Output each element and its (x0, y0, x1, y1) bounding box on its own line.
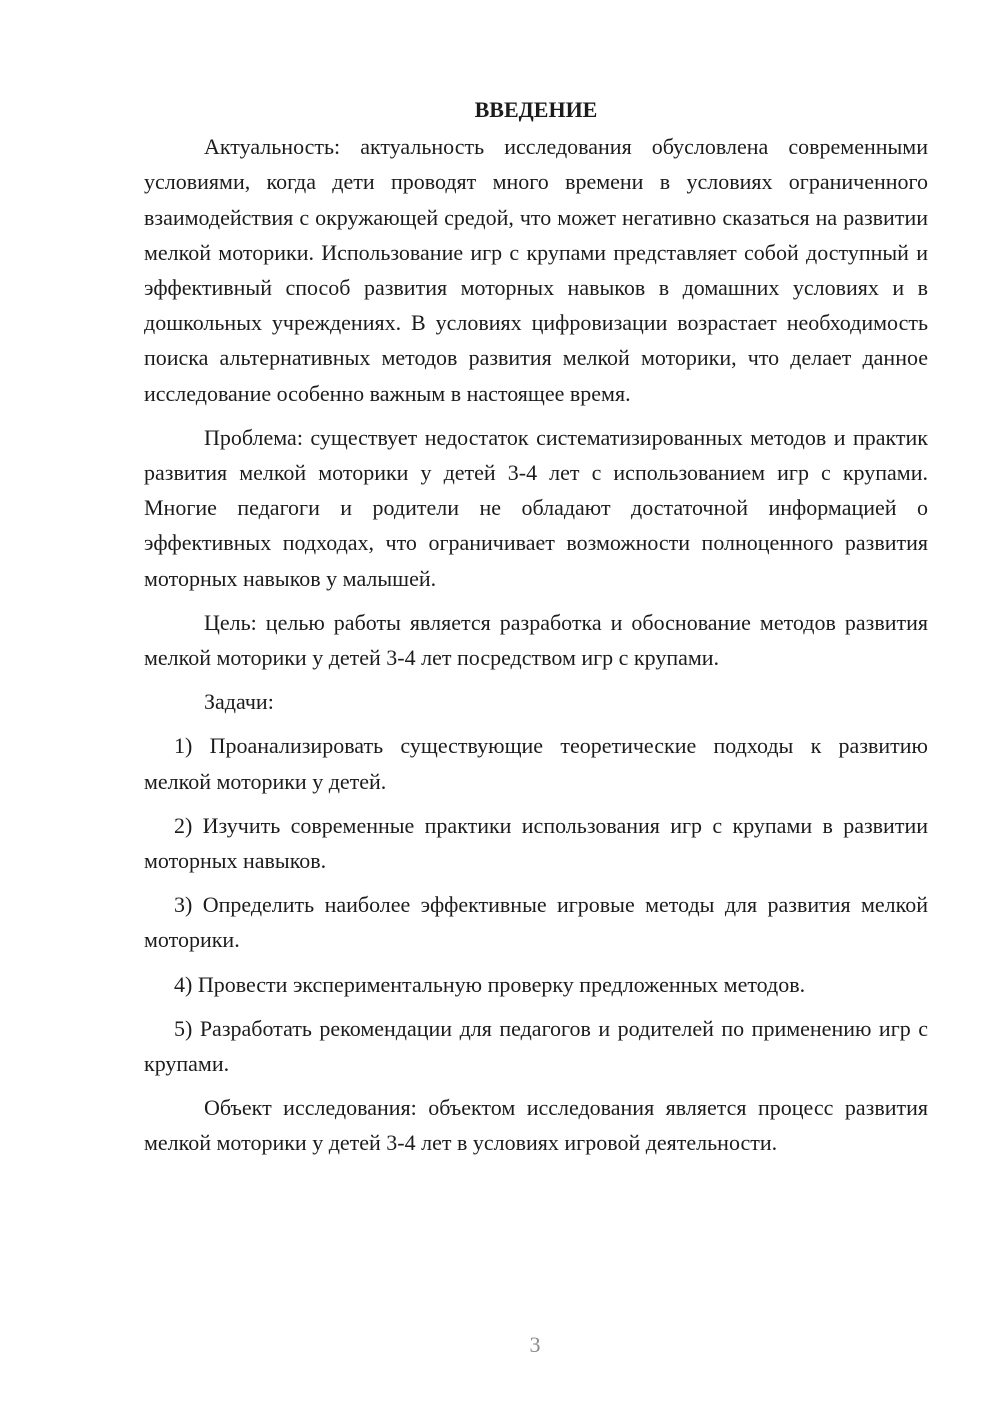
task-item-2: 2) Изучить современные практики использования игр с крупами в развитии моторных навыков. (144, 812, 928, 874)
relevance-paragraph: Актуальность: актуальность исследования обусловлена современными условиями, когда дети проводят много времени в условиях ограниченного взаимодействия с окружающей средой, что может негативно сказаться на развитии мелкой моторики. Использование игр с крупами представляет собой доступный и эффективный способ развития моторных навыков в домашних условиях и в дошкольных учреждениях. В условиях цифровизации возрастает необходимость поиска альтернативных методов развития мелкой моторики, что делает данное исследование особенно важным в настоящее время. (144, 134, 928, 406)
document-body (144, 92, 928, 1170)
section-title: ВВЕДЕНИЕ (474, 97, 598, 122)
task-item-5: 5) Разработать рекомендации для педагогов и родителей по применению игр с крупами. (144, 1015, 928, 1077)
task-item-1: 1) Проанализировать существующие теоретические подходы к развитию мелкой моторики у детей. (144, 733, 928, 794)
goal-paragraph: Цель: целью работы является разработка и обоснование методов развития мелкой моторики у детей 3-4 лет посредством игр с крупами. (144, 609, 928, 671)
object-paragraph: Объект исследования: объектом исследования является процесс развития мелкой моторики у детей 3-4 лет в условиях игровой деятельности. (144, 1095, 928, 1156)
task-item-3: 3) Определить наиболее эффективные игровые методы для развития мелкой моторики. (144, 892, 928, 953)
page-number: 3 (529, 1332, 541, 1357)
problem-paragraph: Проблема: существует недостаток систематизированных методов и практик развития мелкой моторики у детей 3-4 лет с использованием игр с крупами. Многие педагоги и родители не обладают достаточной информацией о эффективных подходах, что ограничивает возможности полноценного развития моторных навыков у малышей. (144, 424, 928, 591)
task-item-4: 4) Провести экспериментальную проверку предложенных методов. (174, 971, 806, 997)
tasks-heading: Задачи: (204, 689, 274, 715)
